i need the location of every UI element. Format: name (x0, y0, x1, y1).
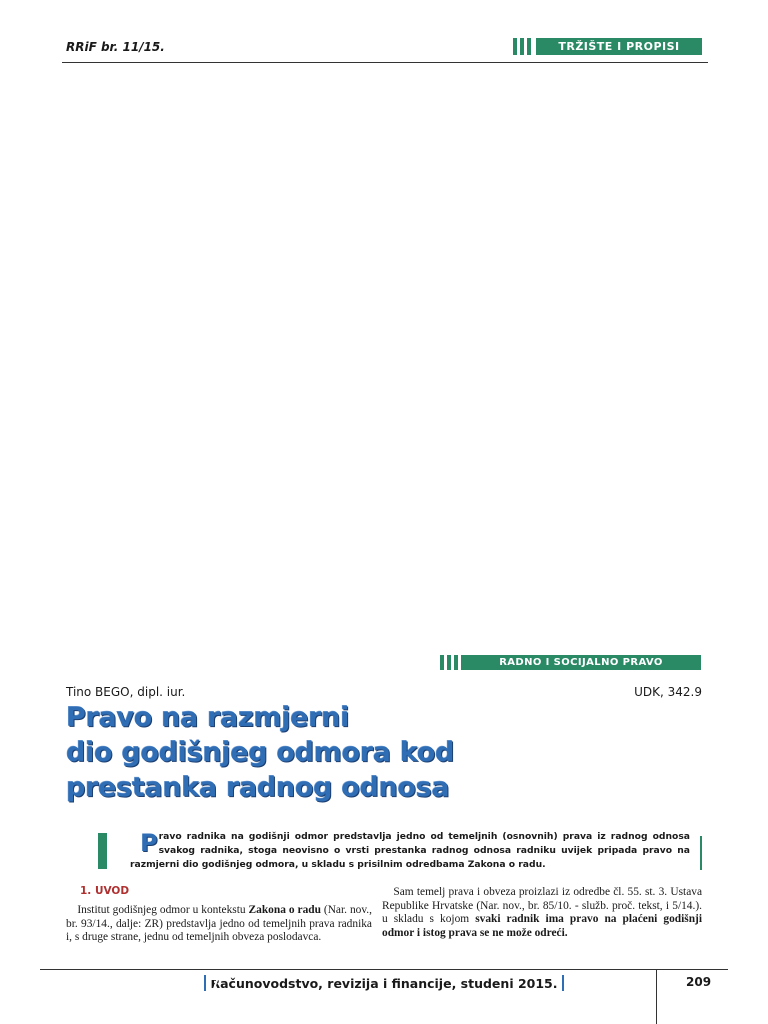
footer-divider (40, 969, 728, 970)
rrif-logo-icon (562, 975, 564, 991)
header-divider (62, 62, 708, 63)
section-bars-decoration (513, 38, 531, 55)
col2-bold: svaki radnik ima pravo na plaćeni godišnji odmor i istog prava se ne može odreći. (382, 913, 703, 939)
abstract-dropcap: P (140, 829, 158, 857)
col1-bold: Zakona o radu (248, 904, 321, 916)
body-column-right (382, 886, 702, 940)
page-number: 209 (686, 975, 712, 989)
abstract-text: ravo radnika na godišnji odmor predstavlja jedno od temeljnih (osnovnih) prava iz radnog odnosa svakog radnika, stoga neovisno o vrsti prestanka radnog odnosa radniku uvijek pripada pravo na razmjerni dio godišnjeg odmora, u skladu s prisilnim odredbama Zakona o radu. (130, 831, 690, 870)
abstract-bar-left (98, 833, 107, 869)
footer-publication-text: Računovodstvo, revizija i financije, studeni 2015. (210, 975, 558, 991)
article-category-label: RADNO I SOCIJALNO PRAVO (461, 655, 701, 670)
footer-vertical-rule (656, 969, 657, 1024)
rrif-logo-icon (204, 975, 206, 991)
title-line-3: prestanka radnog odnosa (66, 772, 450, 803)
col1-text: Institut godišnjeg odmor u kontekstu (77, 904, 249, 916)
col1-text-rest: (Nar. nov., br. 93/14., dalje: ZR) predstavlja jedno od temeljnih prava radnika i, s druge strane, jednu od temeljnih obveza poslodavca. (66, 904, 372, 943)
article-title (66, 700, 686, 805)
article-abstract (130, 830, 690, 872)
category-bars-decoration (440, 655, 458, 670)
section-heading: 1. UVOD (80, 885, 130, 897)
article-udk: UDK, 342.9 (634, 685, 702, 699)
abstract-bar-right (700, 836, 702, 870)
col2-text: Sam temelj prava i obveza proizlazi iz odredbe čl. 55. st. 3. Ustava Republike Hrvatske (Nar. nov., br. 85/10. - služb. proč. tekst, i 5/14.). u skladu s kojom (382, 886, 702, 925)
title-line-1: Pravo na razmjerni (66, 702, 350, 733)
article-author: Tino BEGO, dipl. iur. (66, 685, 186, 699)
title-line-2: dio godišnjeg odmora kod (66, 737, 454, 768)
footer-publication (204, 975, 564, 991)
body-column-left (66, 904, 372, 945)
header-section-label: TRŽIŠTE I PROPISI (536, 38, 702, 55)
journal-issue-ref: RRiF br. 11/15. (66, 40, 165, 54)
